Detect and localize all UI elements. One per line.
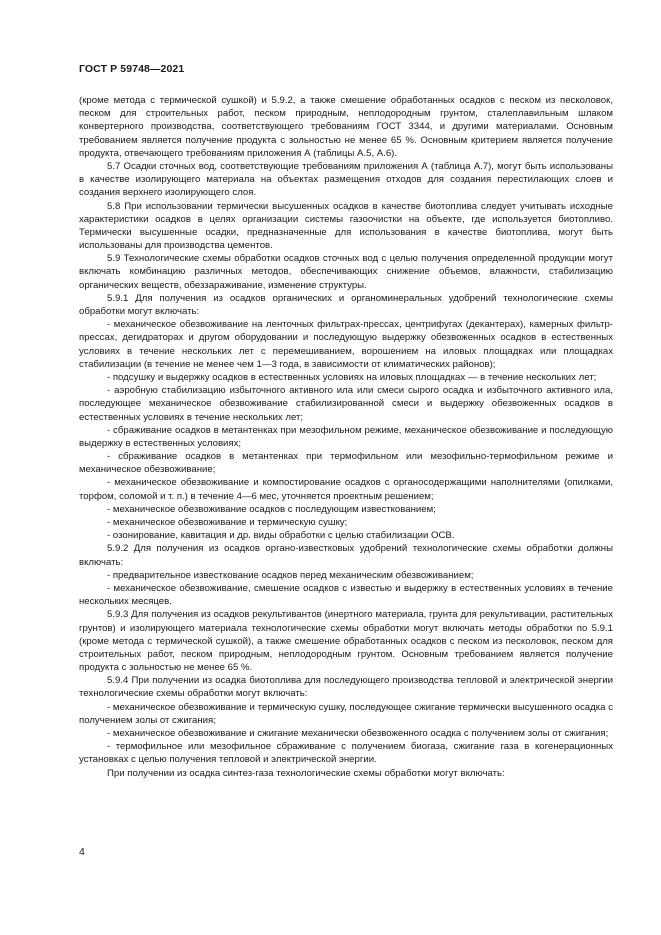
paragraph: При получении из осадка синтез-газа технологические схемы обработки могут включать: xyxy=(107,767,505,779)
paragraph: 5.9.4 При получении из осадка биотоплива для последующего производства тепловой и электрической энергии технологические схемы обработки могут включать: xyxy=(79,675,613,700)
paragraph: - сбраживание осадков в метантенках при термофильном или мезофильно-термофильном режиме и механическое обезвоживание; xyxy=(79,451,613,476)
paragraph: - механическое обезвоживание на ленточных фильтрах-прессах, центрифугах (декантерах), камерных фильтр-прессах, дегидраторах и другом оборудовании и последующую выдержку обезвоженных осадков в естественных условиях в течение нескольких лет с перемешиванием, ворошением на иловых площадках или площадках стабилизации (в течение не менее чем 1—3 года, в зависимости от климатических районов); xyxy=(79,319,613,370)
page-number: 4 xyxy=(79,846,85,858)
paragraph: - механическое обезвоживание и компостирование осадков с органосодержащими наполнителями (опилками, торфом, соломой и т. п.) в течение 4—6 мес, уточняется проектным решением; xyxy=(79,477,613,502)
paragraph: - механическое обезвоживание осадков с последующим известкованием; xyxy=(107,503,436,515)
paragraph: (кроме метода с термической сушкой) и 5.9.2, а также смешение обработанных осадков с песком из песколовок, песком для строительных работ, песком природным, неплодородным грунтом, сталеплавильным шлаком конвертерного производства, соответствующего требованиям ГОСТ 3344, и другими материалами. Основным требованием является получение продукта с зольностью не менее 65 %. Основным критерием является получение продукта, отвечающего требованиям приложения А (таблицы А.5, А.6). xyxy=(79,95,613,159)
paragraph: 5.8 При использовании термически высушенных осадков в качестве биотоплива следует учитывать исходные характеристики осадков в целях организации системы газоочистки на объекте, где используется биотопливо. Термически высушенные осадки, предназначенные для использования в качестве биотоплива, могут быть использованы для производства цементов. xyxy=(79,200,613,252)
paragraph: - озонирование, кавитация и др. виды обработки с целью стабилизации ОСВ. xyxy=(107,530,455,542)
paragraph: - механическое обезвоживание, смешение осадков с известью и выдержку в естественных условиях в течение нескольких месяцев. xyxy=(79,582,613,608)
paragraph: - подсушку и выдержку осадков в естественных условиях на иловых площадках — в течение нескольких лет; xyxy=(107,371,597,383)
paragraph: 5.7 Осадки сточных вод, соответствующие требованиям приложения А (таблица А.7), могут быть использованы в качестве изолирующего материала на объектах размещения отходов для создания перестилающих слоев и создания верхнего изолирующего слоя. xyxy=(79,160,613,199)
paragraph: 5.9.1 Для получения из осадков органических и органоминеральных удобрений технологические схемы обработки могут включать: xyxy=(79,292,613,317)
document-body xyxy=(79,94,613,780)
paragraph: - механическое обезвоживание и термическую сушку, последующее сжигание термически высушенного осадка с получением золы от сжигания; xyxy=(79,701,613,726)
paragraph: - механическое обезвоживание и термическую сушку; xyxy=(107,517,348,528)
paragraph: 5.9 Технологические схемы обработки осадков сточных вод с целью получения определенной продукции могут включать комбинацию различных методов, обеспечивающих снижение объемов, влажности, стабилизацию органических веществ, обеззараживание, изменение структуры. xyxy=(79,253,613,291)
paragraph: - термофильное или мезофильное сбраживание с получением биогаза, сжигание газа в когенерационных установках с целью получения тепловой и электрической энергии. xyxy=(79,741,613,766)
paragraph: - механическое обезвоживание и сжигание механически обезвоженного осадка с получением золы от сжигания; xyxy=(107,728,609,739)
paragraph: - аэробную стабилизацию избыточного активного ила или смеси сырого осадка и избыточного активного ила, последующее механическое обезвоживание стабилизированной смеси и выдержку обезвоженных осадков в естественных условиях в течение нескольких лет; xyxy=(79,385,613,423)
paragraph: - предварительное известкование осадков перед механическим обезвоживанием; xyxy=(107,569,474,581)
paragraph: 5.9.2 Для получения из осадков органо-известковых удобрений технологические схемы обработки должны включать: xyxy=(79,543,613,568)
document-header: ГОСТ Р 59748—2021 xyxy=(79,63,185,75)
paragraph: 5.9.3 Для получения из осадков рекультивантов (инертного материала, грунта для рекультивации, растительных грунтов) и изолирующего материала технологические схемы обработки могут включать методы обработки по 5.9.1 (кроме метода с термической сушкой), а также смешение обработанных осадков с песком из песколовок, песком для строительных работ, песком природным, неплодородным грунтом. Основным требованием является получение продукта с зольностью не менее 65 %. xyxy=(79,609,613,674)
paragraph: - сбраживание осадков в метантенках при мезофильном режиме, механическое обезвоживание и последующую выдержку в естественных условиях; xyxy=(79,424,613,449)
